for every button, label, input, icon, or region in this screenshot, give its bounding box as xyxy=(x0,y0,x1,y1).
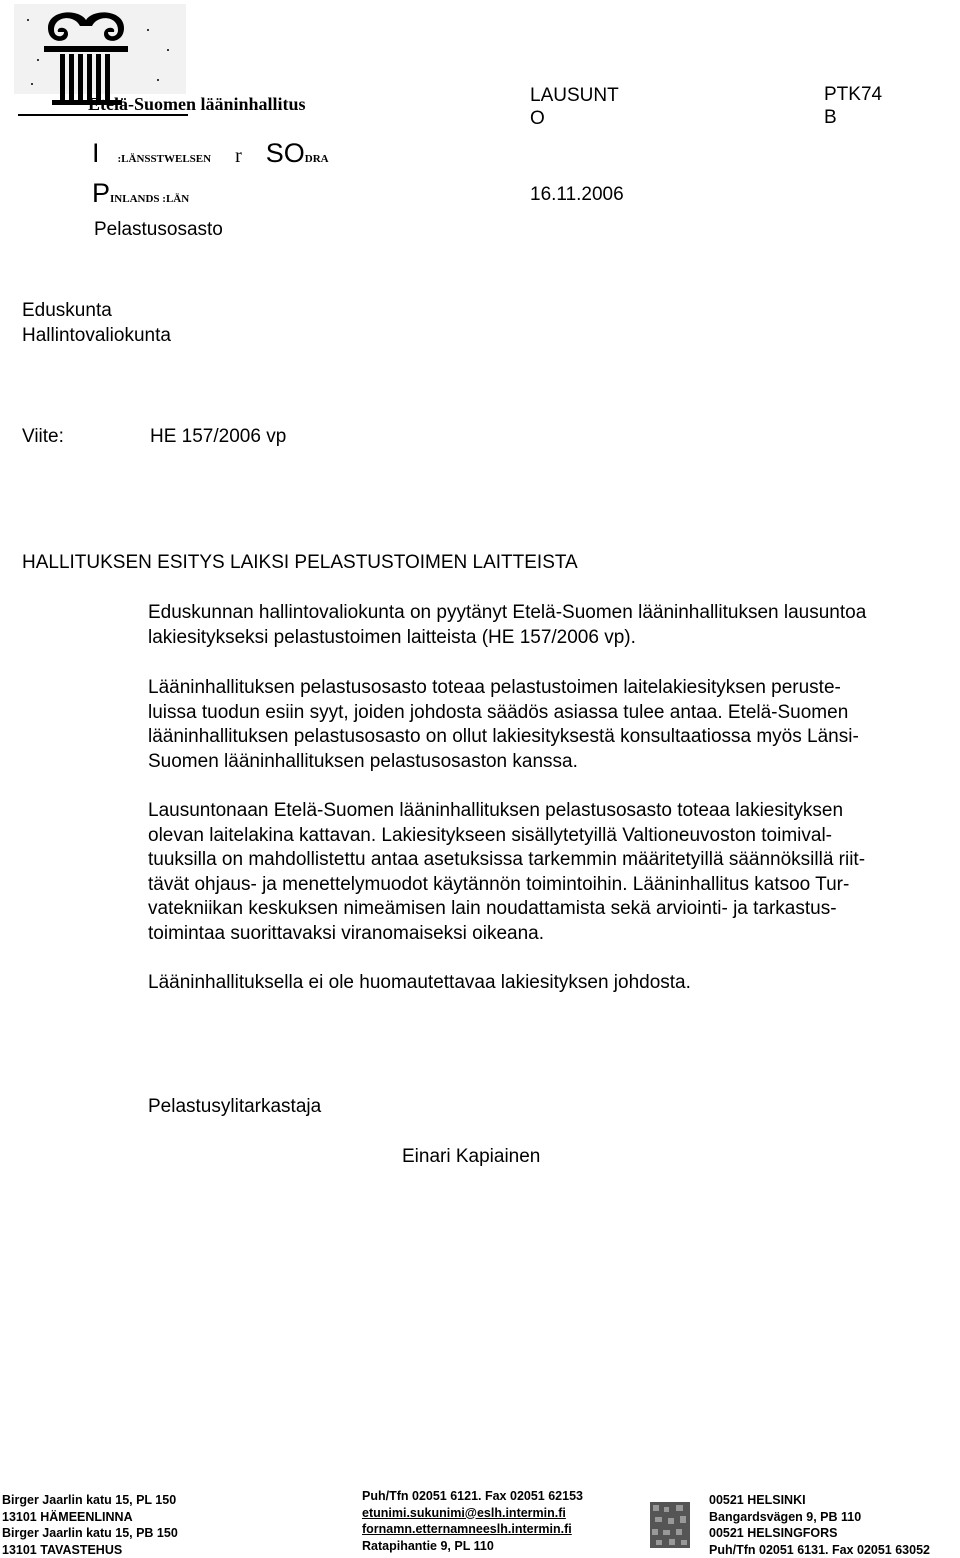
recipient-line-2: Hallintovaliokunta xyxy=(22,323,171,348)
footer-line: Bangardsvägen 9, PB 110 xyxy=(709,1509,930,1526)
sv-line-1-so: SO xyxy=(266,138,305,168)
paragraph-line: Lääninhallituksella ei ole huomautettavaa lakiesityksen johdosta. xyxy=(148,971,960,996)
sv-line-2-letter: P xyxy=(92,178,110,208)
swedish-name-line-1 xyxy=(92,138,329,169)
paragraph-line: Eduskunnan hallintovaliokunta on pyytänyt Etelä-Suomen lääninhallituksen lausuntoa xyxy=(148,601,960,626)
recipient-line-1: Eduskunta xyxy=(22,298,171,323)
paragraph-line: lakiesitykseksi pelastustoimen laitteista (HE 157/2006 vp). xyxy=(148,626,960,651)
footer-email-fi[interactable]: etunimi.sukunimi@eslh.intermin.fi xyxy=(362,1505,583,1522)
footer-line: 00521 HELSINGFORS xyxy=(709,1525,930,1542)
footer-line: Puh/Tfn 02051 6131. Fax 02051 63052 xyxy=(709,1542,930,1558)
reference-value: HE 157/2006 vp xyxy=(150,426,286,448)
paragraph-line: lääninhallituksen pelastusosasto on ollut lakiesityksestä konsultaatiossa myös Länsi- xyxy=(148,725,960,750)
document-type xyxy=(530,84,619,130)
sv-line-1-dra: DRA xyxy=(305,153,329,165)
paragraph-line: tuuksilla on mahdollistettu antaa asetuksissa tarkemmin määritetyillä säännöksillä riit- xyxy=(148,848,960,873)
paragraph-line: toimintaa suorittavaksi viranomaiseksi oikeana. xyxy=(148,922,960,947)
footer-address-helsinki xyxy=(709,1492,930,1558)
document-code-line-2: B xyxy=(824,106,882,129)
paragraph-line: luissa tuodun esiin syyt, joiden johdosta säädös asiassa tulee antaa. Etelä-Suomen xyxy=(148,701,960,726)
paragraph-line: tävät ohjaus- ja menettelymuodot käytännön toimintoihin. Lääninhallitus katsoo Tur- xyxy=(148,873,960,898)
footer-line: Ratapihantie 9, PL 110 xyxy=(362,1538,583,1555)
footer-emblem xyxy=(650,1502,690,1548)
footer-address-hameenlinna xyxy=(2,1492,178,1558)
footer-seal-icon xyxy=(650,1502,690,1548)
document-date: 16.11.2006 xyxy=(530,184,624,206)
footer-contact xyxy=(362,1488,583,1554)
footer-email-sv[interactable]: fornamn.etternamneeslh.intermin.fi xyxy=(362,1521,583,1538)
paragraph-line: Lääninhallituksen pelastusosasto toteaa pelastustoimen laitelakiesityksen peruste- xyxy=(148,676,960,701)
document-type-line-1: LAUSUNT xyxy=(530,84,619,107)
footer-phone: Puh/Tfn 02051 6121. Fax 02051 62153 xyxy=(362,1488,583,1505)
signer-name: Einari Kapiainen xyxy=(402,1146,540,1168)
paragraph-4 xyxy=(148,971,960,996)
paragraph-line: Lausuntonaan Etelä-Suomen lääninhallituksen pelastusosasto toteaa lakiesityksen xyxy=(148,799,960,824)
footer-line: Birger Jaarlin katu 15, PB 150 xyxy=(2,1525,178,1542)
subject-heading: HALLITUKSEN ESITYS LAIKSI PELASTUSTOIMEN LAITTEISTA xyxy=(22,552,578,574)
organization-name: Etelä-Suomen lääninhallitus xyxy=(88,94,306,115)
paragraph-line: Suomen lääninhallituksen pelastusosaston kanssa. xyxy=(148,750,960,775)
paragraph-line: olevan laitelakina kattavan. Lakiesitykseen sisällytetyillä Valtioneuvoston toimival- xyxy=(148,824,960,849)
footer-line: Birger Jaarlin katu 15, PL 150 xyxy=(2,1492,178,1509)
recipient xyxy=(22,298,171,348)
sv-line-1-text: :LÄNSSTWELSEN xyxy=(118,153,212,165)
document-code xyxy=(824,83,882,129)
signer-title: Pelastusylitarkastaja xyxy=(148,1096,321,1118)
footer-line: 13101 HÄMEENLINNA xyxy=(2,1509,178,1526)
department-name: Pelastusosasto xyxy=(94,219,223,241)
document-code-line-1: PTK74 xyxy=(824,83,882,106)
sv-line-2-text: INLANDS :LÄN xyxy=(110,193,189,205)
sv-line-1-mark: r xyxy=(235,145,242,167)
paragraph-1 xyxy=(148,601,960,650)
footer-line: 13101 TAVASTEHUS xyxy=(2,1542,178,1558)
footer-line: 00521 HELSINKI xyxy=(709,1492,930,1509)
sv-line-1-letter: I xyxy=(92,138,100,168)
document-type-line-2: O xyxy=(530,107,619,130)
paragraph-2 xyxy=(148,676,960,774)
reference-label: Viite: xyxy=(22,426,64,448)
paragraph-3 xyxy=(148,799,960,946)
paragraph-line: vatekniikan keskuksen nimeämisen lain noudattamista sekä arviointi- ja tarkastus- xyxy=(148,897,960,922)
swedish-name-line-2 xyxy=(92,178,189,209)
